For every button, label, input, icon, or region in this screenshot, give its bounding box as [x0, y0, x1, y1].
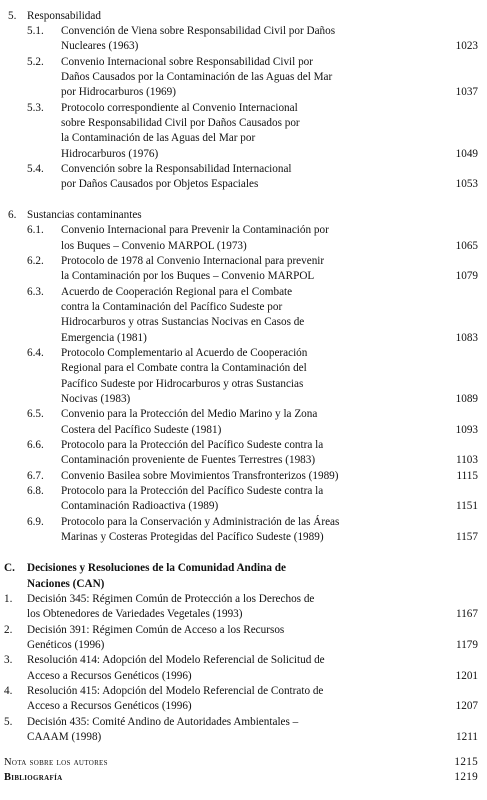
toc-entry-5-2-cont [0, 71, 487, 84]
toc-title: CAAAM (1998) [27, 731, 102, 743]
toc-entry-5-2 [0, 56, 487, 69]
toc-title: Protocolo para la Protección del Pacífico Sudeste contra la [61, 485, 324, 497]
toc-entry-6-5 [0, 408, 487, 421]
toc-entry-6-9-cont [0, 531, 487, 544]
toc-page-number: 1093 [455, 424, 478, 436]
toc-entry-c-4 [0, 685, 487, 698]
toc-title: Nota sobre los autores [4, 757, 108, 768]
toc-title: Genéticos (1996) [27, 639, 105, 651]
toc-entry-c-3 [0, 654, 487, 667]
toc-number: 5. [4, 716, 13, 728]
toc-page-number: 1211 [456, 731, 478, 743]
toc-title: Protocolo para la Conservación y Administración de las Áreas [61, 516, 340, 528]
toc-number: 6.7. [27, 470, 44, 482]
toc-number: 6.4. [27, 347, 44, 359]
toc-entry-6-1 [0, 224, 487, 237]
toc-entry-6-4 [0, 347, 487, 360]
toc-entry-c-3-cont [0, 670, 487, 683]
toc-entry-6-3-cont [0, 301, 487, 314]
toc-title: Sustancias contaminantes [27, 209, 142, 221]
toc-section-5 [0, 10, 487, 23]
toc-number: 6.3. [27, 286, 44, 298]
toc-entry-c-5 [0, 716, 487, 729]
toc-entry-5-3-cont [0, 148, 487, 161]
toc-title: contra la Contaminación del Pacífico Sudeste por [61, 301, 283, 313]
toc-title: Acceso a Recursos Genéticos (1996) [27, 670, 192, 682]
toc-entry-nota-autores [0, 756, 487, 769]
toc-title: Convenio Basilea sobre Movimientos Transfronterizos (1989) [61, 470, 339, 482]
toc-number: C. [4, 562, 15, 574]
toc-entry-5-2-cont [0, 86, 487, 99]
toc-entry-6-2-cont [0, 270, 487, 283]
toc-title: Hidrocarburos y otras Sustancias Nocivas en Casos de [61, 316, 305, 328]
toc-title: Marinas y Costeras Protegidas del Pacífico Sudeste (1989) [61, 531, 324, 543]
toc-entry-c-2 [0, 624, 487, 637]
toc-entry-5-1 [0, 25, 487, 38]
toc-entry-6-1-cont [0, 240, 487, 253]
toc-page-number: 1053 [455, 178, 478, 190]
toc-page-number: 1083 [455, 332, 478, 344]
toc-entry-5-3-cont [0, 132, 487, 145]
toc-title: sobre Responsabilidad Civil por Daños Causados por [61, 117, 300, 129]
toc-title: Decisión 345: Régimen Común de Protección a los Derechos de [27, 593, 315, 605]
toc-entry-6-6-cont [0, 454, 487, 467]
toc-title: los Buques – Convenio MARPOL (1973) [61, 240, 247, 252]
toc-title: Naciones (CAN) [27, 578, 105, 590]
toc-number: 5.2. [27, 56, 44, 68]
toc-entry-c-1 [0, 593, 487, 606]
toc-entry-6-6 [0, 439, 487, 452]
toc-page-number: 1089 [455, 393, 478, 405]
toc-title: Convenio para la Protección del Medio Marino y la Zona [61, 408, 318, 420]
toc-number: 6.8. [27, 485, 44, 497]
toc-number: 5.4. [27, 163, 44, 175]
toc-page-number: 1207 [455, 700, 478, 712]
toc-title: Emergencia (1981) [61, 332, 147, 344]
toc-page-number: 1049 [455, 148, 478, 160]
toc-entry-5-4 [0, 163, 487, 176]
toc-page-number: 1037 [455, 86, 478, 98]
toc-number: 6.5. [27, 408, 44, 420]
toc-page-number: 1201 [455, 670, 478, 682]
toc-title: Acuerdo de Cooperación Regional para el Combate [61, 286, 293, 298]
toc-title: la Contaminación de las Aguas del Mar por [61, 132, 256, 144]
toc-title: Convenio Internacional sobre Responsabilidad Civil por [61, 56, 313, 68]
toc-title: Protocolo Complementario al Acuerdo de Cooperación [61, 347, 308, 359]
toc-title: por Hidrocarburos (1969) [61, 86, 176, 98]
toc-number: 1. [4, 593, 13, 605]
toc-page-number: 1157 [456, 531, 478, 543]
toc-title: Decisión 435: Comité Andino de Autoridades Ambientales – [27, 716, 299, 728]
toc-title: Costera del Pacífico Sudeste (1981) [61, 424, 222, 436]
toc-entry-c-5-cont [0, 731, 487, 744]
toc-title: Decisiones y Resoluciones de la Comunidad Andina de [27, 562, 286, 574]
toc-entry-6-8-cont [0, 500, 487, 513]
toc-number: 5.3. [27, 102, 44, 114]
toc-number: 6.1. [27, 224, 44, 236]
toc-title: Resolución 415: Adopción del Modelo Referencial de Contrato de [27, 685, 324, 697]
toc-title: Protocolo correspondiente al Convenio Internacional [61, 102, 298, 114]
toc-entry-6-8 [0, 485, 487, 498]
toc-page-number: 1179 [456, 639, 478, 651]
toc-entry-6-2 [0, 255, 487, 268]
toc-title: los Obtenedores de Variedades Vegetales (1993) [27, 608, 243, 620]
toc-title: Protocolo de 1978 al Convenio Internacional para prevenir [61, 255, 325, 267]
toc-number: 2. [4, 624, 13, 636]
toc-number: 3. [4, 654, 13, 666]
toc-title: Convención sobre la Responsabilidad Internacional [61, 163, 292, 175]
toc-title: por Daños Causados por Objetos Espaciales [61, 178, 259, 190]
toc-section-6 [0, 209, 487, 222]
toc-entry-c-2-cont [0, 639, 487, 652]
toc-title: Bibliografía [4, 772, 63, 783]
toc-entry-6-4-cont [0, 393, 487, 406]
toc-entry-6-4-cont [0, 362, 487, 375]
toc-page-number: 1219 [454, 771, 478, 783]
toc-entry-6-4-cont [0, 378, 487, 391]
toc-page-number: 1115 [456, 470, 478, 482]
toc-title: Contaminación Radioactiva (1989) [61, 500, 219, 512]
toc-title: Nucleares (1963) [61, 40, 139, 52]
toc-entry-6-7 [0, 470, 487, 483]
toc-entry-5-1-cont [0, 40, 487, 53]
toc-entry-6-3 [0, 286, 487, 299]
toc-title: Nocivas (1983) [61, 393, 131, 405]
toc-number: 5. [8, 10, 17, 22]
toc-entry-6-3-cont [0, 316, 487, 329]
toc-entry-c-1-cont [0, 608, 487, 621]
toc-page-number: 1103 [456, 454, 478, 466]
toc-title: Acceso a Recursos Genéticos (1996) [27, 700, 192, 712]
toc-title: Hidrocarburos (1976) [61, 148, 159, 160]
toc-title: Convenio Internacional para Prevenir la Contaminación por [61, 224, 329, 236]
toc-title: Convención de Viena sobre Responsabilidad Civil por Daños [61, 25, 336, 37]
toc-title: Protocolo para la Protección del Pacífico Sudeste contra la [61, 439, 324, 451]
toc-entry-5-4-cont [0, 178, 487, 191]
toc-number: 6.2. [27, 255, 44, 267]
toc-page-number: 1065 [455, 240, 478, 252]
toc-entry-6-5-cont [0, 424, 487, 437]
toc-entry-c-4-cont [0, 700, 487, 713]
toc-title: Regional para el Combate contra la Contaminación del [61, 362, 307, 374]
toc-title: Resolución 414: Adopción del Modelo Referencial de Solicitud de [27, 654, 325, 666]
toc-page-number: 1079 [455, 270, 478, 282]
toc-title: Decisión 391: Régimen Común de Acceso a los Recursos [27, 624, 285, 636]
toc-page-number: 1167 [456, 608, 478, 620]
toc-page-number: 1023 [455, 40, 478, 52]
toc-title: la Contaminación por los Buques – Convenio MARPOL [61, 270, 315, 282]
toc-title: Pacífico Sudeste por Hidrocarburos y otras Sustancias [61, 378, 304, 390]
toc-page-number: 1215 [454, 756, 478, 768]
toc-number: 6.6. [27, 439, 44, 451]
toc-section-c [0, 562, 487, 575]
toc-entry-5-3 [0, 102, 487, 115]
toc-entry-6-9 [0, 516, 487, 529]
toc-number: 6. [8, 209, 17, 221]
toc-entry-6-3-cont [0, 332, 487, 345]
toc-title: Contaminación proveniente de Fuentes Terrestres (1983) [61, 454, 316, 466]
toc-title: Responsabilidad [27, 10, 101, 22]
toc-number: 6.9. [27, 516, 44, 528]
toc-entry-bibliografia [0, 771, 487, 784]
toc-number: 4. [4, 685, 13, 697]
toc-section-c-cont [0, 578, 487, 591]
toc-number: 5.1. [27, 25, 44, 37]
toc-entry-5-3-cont [0, 117, 487, 130]
toc-page-number: 1151 [456, 500, 478, 512]
toc-title: Daños Causados por la Contaminación de las Aguas del Mar [61, 71, 333, 83]
